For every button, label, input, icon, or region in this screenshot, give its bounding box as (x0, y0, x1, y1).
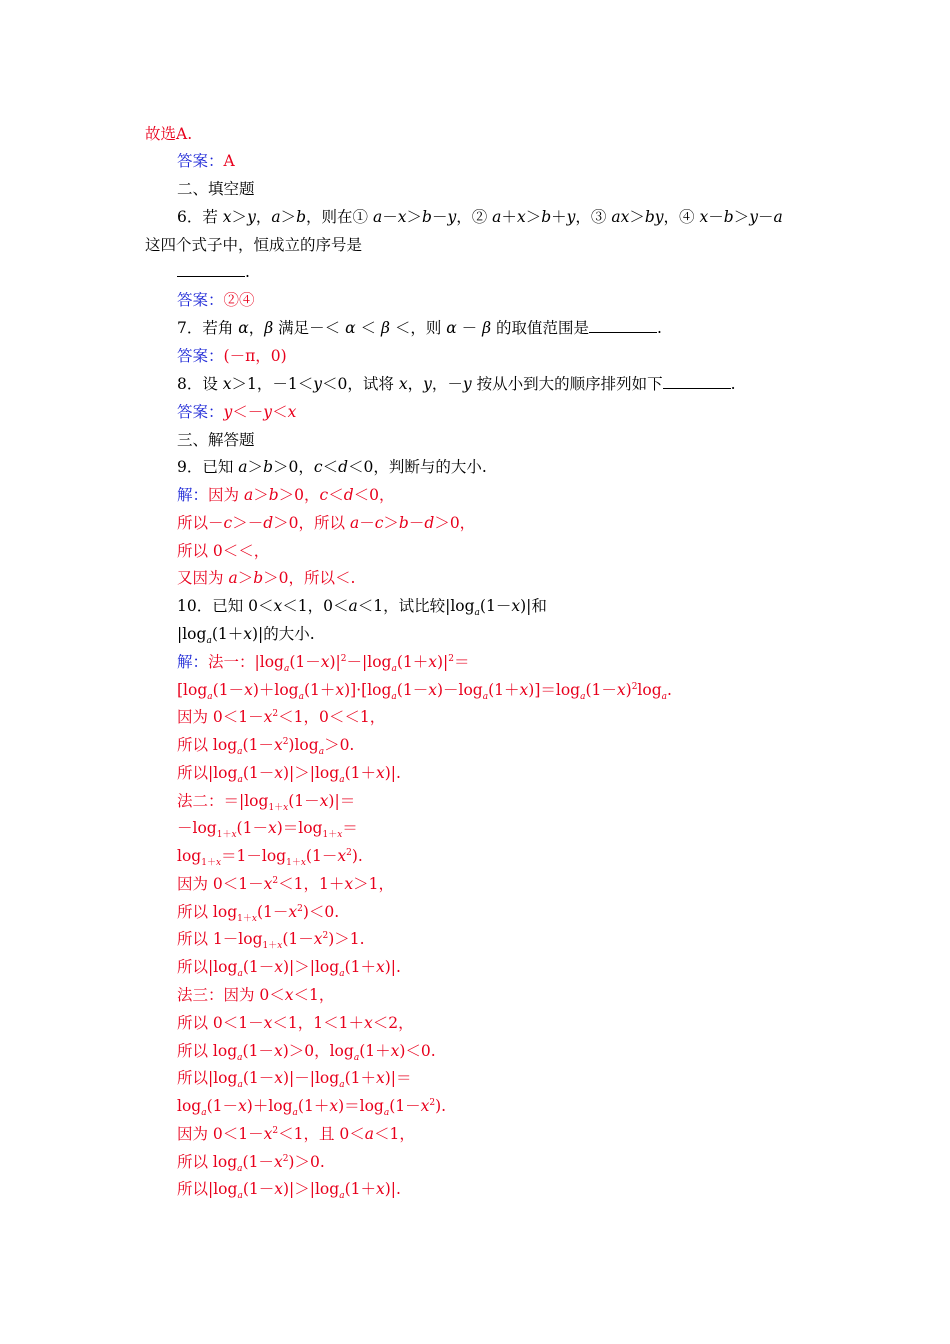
solution-10-method-2-line-6: 所以 $1-\log_{1+x}(1-x^2)>1$. (177, 930, 365, 952)
solution-10-method-3-line-6: 因为 $0<1-x^2<1$，且 0＜a＜1， (177, 1125, 415, 1143)
line-conclusion: 故选A. (145, 125, 193, 143)
question-6-blank: . (177, 262, 250, 282)
solution-10-method-3-line-8: 所以$|\log_a(1-x)|>|\log_a(1+x)|$. (177, 1180, 401, 1202)
question-7: 7．若角 α，β 满足－＜ α ＜ β ＜，则 α － β 的取值范围是 . (177, 319, 662, 337)
solution-9-line-2: 所以－c＞－d＞0，所以 a－c＞b－d＞0， (177, 514, 476, 532)
section-heading-fill-blank: 二、填空题 (177, 180, 255, 198)
solution-10-method-2-line-2: $-\log_{1+x}(1-x)=\log_{1+x}=$ (177, 819, 358, 841)
solution-9-line-3: 所以 0＜＜， (177, 542, 270, 560)
solution-10-method-3-line-5: $\log_a(1-x)+\log_a(1+x)=\log_a(1-x^2)$. (177, 1097, 447, 1119)
solution-10-method-3-line-4: 所以$|\log_a(1-x)|-|\log_a(1+x)|=$ (177, 1069, 412, 1091)
solution-10-method-3-line-3: 所以 $\log_a(1-x)>0$，$\log_a(1+x)<0$. (177, 1042, 436, 1064)
solution-10-method-1-line-1: 解：法一：$|\log_a(1-x)|^2-|\log_a(1+x)|^2=$ (177, 653, 470, 675)
answer-6: 答案：②④ (177, 291, 255, 309)
question-6-line-1: 6．若 x＞y，a＞b，则在① a－x＞b－y，② a＋x＞b＋y，③ ax＞by，④ x－b＞y－a (177, 208, 783, 226)
question-10-line-1: 10．已知 0＜x＜1，0＜a＜1，试比较$|\log_a(1-x)|$和 (177, 597, 547, 619)
answer-5: 答案：A (177, 152, 235, 170)
answer-blank (177, 262, 245, 277)
solution-10-method-1-line-4: 所以 $\log_a(1-x^2)\log_a>0$. (177, 736, 355, 758)
solution-10-method-2-line-3: $\log_{1+x}=1-\log_{1+x}(1-x^2)$. (177, 847, 363, 869)
solution-10-method-1-line-3: 因为 $0<1-x^2<1$，0＜＜1， (177, 708, 386, 726)
question-6-line-2: 这四个式子中，恒成立的序号是 (145, 236, 363, 254)
solution-10-method-3-line-1: 法三：因为 0＜x＜1， (177, 986, 335, 1004)
solution-10-method-2-line-1: 法二：$=|\log_{1+x}(1-x)|=$ (177, 792, 356, 814)
solution-10-method-1-line-5: 所以$|\log_a(1-x)|>|\log_a(1+x)|$. (177, 764, 401, 786)
solution-10-method-2-line-4: 因为 $0<1-x^2<1$，1＋x＞1， (177, 875, 394, 893)
answer-blank (589, 318, 657, 333)
question-9: 9．已知 a＞b＞0，c＜d＜0，判断与的大小. (177, 458, 487, 476)
section-heading-solve: 三、解答题 (177, 431, 255, 449)
question-10-line-2: $|\log_a(1+x)|$的大小. (177, 625, 315, 647)
solution-10-method-2-line-7: 所以$|\log_a(1-x)|>|\log_a(1+x)|$. (177, 958, 401, 980)
answer-blank (663, 374, 731, 389)
solution-10-method-1-line-2: $[\log_a(1-x)+\log_a(1+x)]\cdot[\log_a(1-x)-\log_a(1+x)]=\log_a(1-x)^2\log_a$. (177, 681, 672, 703)
solution-9-line-4: 又因为 a＞b＞0，所以＜. (177, 569, 356, 587)
solution-10-method-3-line-2: 所以 0＜1－x＜1，1＜1＋x＜2， (177, 1014, 414, 1032)
question-8: 8．设 x＞1，－1＜y＜0，试将 x，y，－y 按从小到大的顺序排列如下 . (177, 375, 736, 393)
solution-9-line-1: 解：因为 a＞b＞0，c＜d＜0， (177, 486, 395, 504)
solution-10-method-3-line-7: 所以 $\log_a(1-x^2)>0$. (177, 1153, 325, 1175)
answer-8: 答案：y＜－y＜x (177, 403, 297, 421)
answer-7: 答案：(－π，0) (177, 347, 287, 365)
solution-10-method-2-line-5: 所以 $\log_{1+x}(1-x^2)<0$. (177, 903, 340, 925)
